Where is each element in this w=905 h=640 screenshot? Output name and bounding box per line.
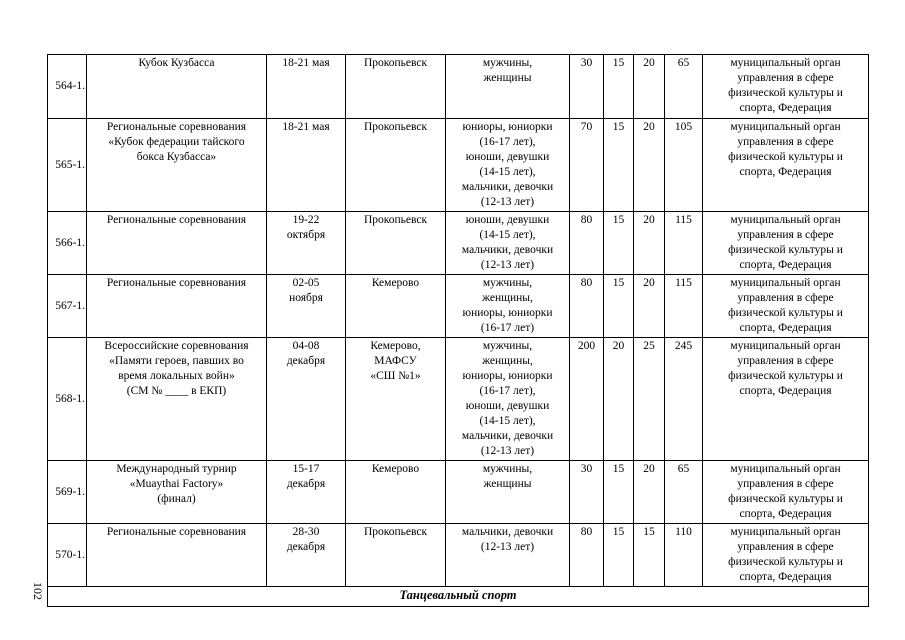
schedule-table — [47, 54, 869, 607]
section-title: Танцевальный спорт — [48, 587, 869, 607]
schedule-body — [48, 55, 869, 607]
organizer: муниципальный орган управления в сфере физической культуры и спорта, Федерация — [703, 212, 869, 275]
table-row — [48, 55, 869, 119]
count-coaches: 15 — [604, 55, 634, 119]
count-total: 115 — [665, 212, 703, 275]
event-place: Прокопьевск — [346, 524, 446, 587]
table-row — [48, 461, 869, 524]
count-judges: 20 — [634, 119, 665, 212]
organizer: муниципальный орган управления в сфере физической культуры и спорта, Федерация — [703, 275, 869, 338]
count-athletes: 80 — [570, 524, 604, 587]
organizer: муниципальный орган управления в сфере физической культуры и спорта, Федерация — [703, 119, 869, 212]
row-number: 565-1. — [48, 119, 87, 212]
organizer: муниципальный орган управления в сфере физической культуры и спорта, Федерация — [703, 338, 869, 461]
event-dates: 19-22 октября — [267, 212, 346, 275]
count-athletes: 70 — [570, 119, 604, 212]
event-name: Региональные соревнования — [87, 212, 267, 275]
event-dates: 02-05 ноября — [267, 275, 346, 338]
count-athletes: 30 — [570, 461, 604, 524]
organizer: муниципальный орган управления в сфере физической культуры и спорта, Федерация — [703, 55, 869, 119]
count-judges: 20 — [634, 461, 665, 524]
event-place: Прокопьевск — [346, 212, 446, 275]
event-name: Кубок Кузбасса — [87, 55, 267, 119]
event-dates: 04-08 декабря — [267, 338, 346, 461]
count-total: 115 — [665, 275, 703, 338]
organizer: муниципальный орган управления в сфере физической культуры и спорта, Федерация — [703, 524, 869, 587]
event-name: Региональные соревнования — [87, 275, 267, 338]
event-name: Всероссийские соревнования «Памяти героев, павших во время локальных войн» (СМ № ____ в ЕКП) — [87, 338, 267, 461]
row-number: 568-1. — [48, 338, 87, 461]
count-coaches: 15 — [604, 119, 634, 212]
section-row — [48, 587, 869, 607]
event-dates: 15-17 декабря — [267, 461, 346, 524]
participants: мужчины, женщины, юниоры, юниорки (16-17 лет) — [446, 275, 570, 338]
count-coaches: 15 — [604, 524, 634, 587]
participants: юниоры, юниорки (16-17 лет), юноши, девушки (14-15 лет), мальчики, девочки (12-13 лет) — [446, 119, 570, 212]
event-place: Кемерово — [346, 461, 446, 524]
count-judges: 20 — [634, 275, 665, 338]
participants: мужчины, женщины, юниоры, юниорки (16-17 лет), юноши, девушки (14-15 лет), мальчики, девочки (12-13 лет) — [446, 338, 570, 461]
table-row — [48, 524, 869, 587]
count-athletes: 80 — [570, 275, 604, 338]
count-athletes: 80 — [570, 212, 604, 275]
event-dates: 18-21 мая — [267, 55, 346, 119]
count-athletes: 200 — [570, 338, 604, 461]
count-coaches: 15 — [604, 275, 634, 338]
event-name: Международный турнир «Muaythai Factory» (финал) — [87, 461, 267, 524]
event-name: Региональные соревнования — [87, 524, 267, 587]
count-coaches: 20 — [604, 338, 634, 461]
row-number: 564-1. — [48, 55, 87, 119]
count-coaches: 15 — [604, 461, 634, 524]
table-row — [48, 212, 869, 275]
row-number: 566-1. — [48, 212, 87, 275]
event-name: Региональные соревнования «Кубок федерации тайского бокса Кузбасса» — [87, 119, 267, 212]
event-dates: 28-30 декабря — [267, 524, 346, 587]
participants: мужчины, женщины — [446, 55, 570, 119]
count-coaches: 15 — [604, 212, 634, 275]
participants: юноши, девушки (14-15 лет), мальчики, девочки (12-13 лет) — [446, 212, 570, 275]
count-athletes: 30 — [570, 55, 604, 119]
count-total: 65 — [665, 461, 703, 524]
table-row — [48, 119, 869, 212]
participants: мужчины, женщины — [446, 461, 570, 524]
event-dates: 18-21 мая — [267, 119, 346, 212]
count-judges: 15 — [634, 524, 665, 587]
count-total: 110 — [665, 524, 703, 587]
row-number: 569-1. — [48, 461, 87, 524]
count-judges: 25 — [634, 338, 665, 461]
event-place: Прокопьевск — [346, 55, 446, 119]
participants: мальчики, девочки (12-13 лет) — [446, 524, 570, 587]
count-judges: 20 — [634, 55, 665, 119]
organizer: муниципальный орган управления в сфере физической культуры и спорта, Федерация — [703, 461, 869, 524]
count-total: 65 — [665, 55, 703, 119]
event-place: Прокопьевск — [346, 119, 446, 212]
page-number: 102 — [31, 582, 45, 600]
event-place: Кемерово — [346, 275, 446, 338]
table-row — [48, 275, 869, 338]
count-total: 105 — [665, 119, 703, 212]
count-judges: 20 — [634, 212, 665, 275]
row-number: 570-1. — [48, 524, 87, 587]
row-number: 567-1. — [48, 275, 87, 338]
event-place: Кемерово, МАФСУ «СШ №1» — [346, 338, 446, 461]
count-total: 245 — [665, 338, 703, 461]
table-row — [48, 338, 869, 461]
